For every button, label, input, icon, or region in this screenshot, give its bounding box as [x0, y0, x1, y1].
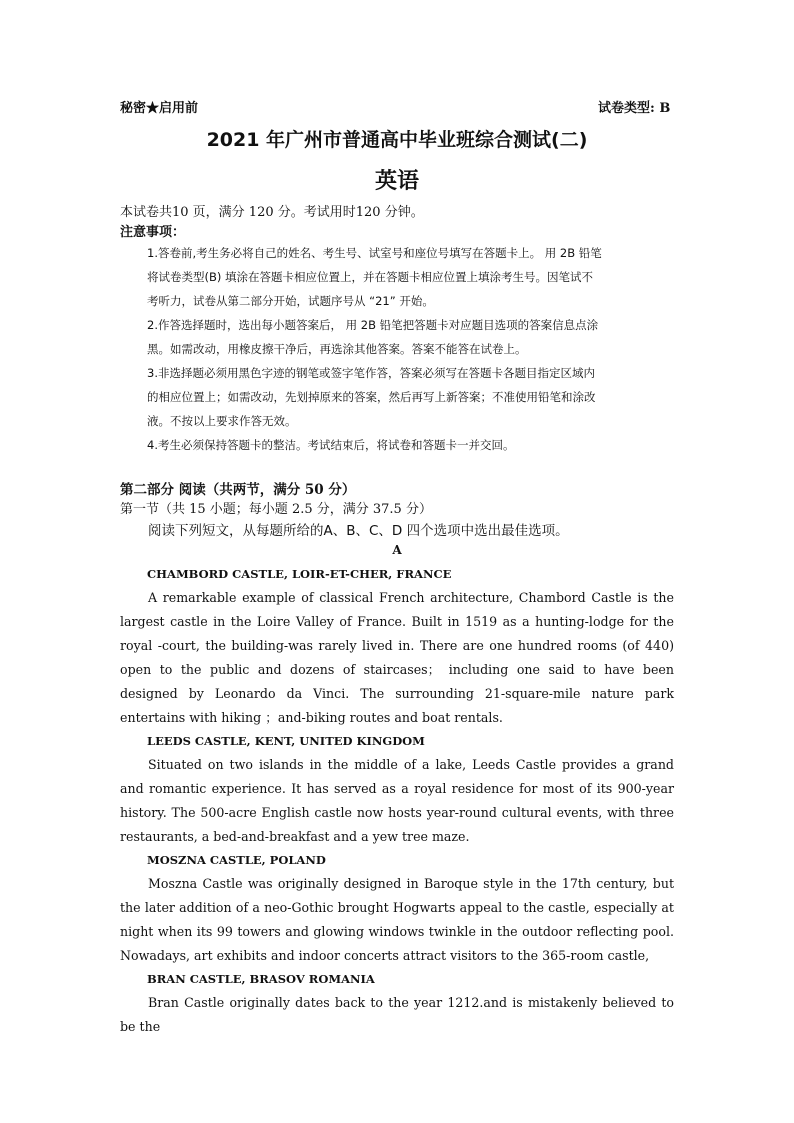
castle-paragraph: Moszna Castle was originally designed in Baroque style in the 17th century, but the later addition of a neo-Gothic brought Hogwarts appeal to the castle, especially at night when its 99 towers and glowing windows twinkle in the outdoor reflecting pool. Nowadays, art exhibits and indoor concerts attract visitors to the 365-room castle, — [120, 876, 674, 963]
castle-paragraph: Situated on two islands in the middle of a lake, Leeds Castle provides a grand and romantic experience. It has served as a royal residence for most of its 900-year history. The 500-acre English castle now hosts year-round cultural events, with three restaurants, a bed-and-breakfast and a yew tree maze. — [120, 757, 674, 844]
notice-line: 1.答卷前,考生务必将自己的姓名、考生号、试室号和座位号填写在答题卡上。 用 2B 铅笔 — [147, 246, 602, 260]
confidential-label: 秘密★启用前 — [120, 101, 199, 116]
subject-title: 英语 — [374, 169, 419, 194]
part-heading: 第二部分 阅读（共两节，满分 50 分） — [120, 482, 356, 498]
passage-label: A — [392, 543, 402, 557]
castle-heading: CHAMBORD CASTLE, LOIR-ET-CHER, FRANCE — [147, 567, 452, 581]
notice-line: 考听力，试卷从第二部分开始，试题序号从 “21” 开始。 — [147, 294, 434, 308]
castle-heading: LEEDS CASTLE, KENT, UNITED KINGDOM — [147, 734, 425, 748]
notice-line: 液。不按以上要求作答无效。 — [147, 414, 297, 428]
notice-line: 4.考生必须保持答题卡的整洁。考试结束后，将试卷和答题卡一并交回。 — [147, 438, 515, 452]
castle-heading: MOSZNA CASTLE, POLAND — [147, 853, 326, 867]
page-title: 2021 年广州市普通高中毕业班综合测试(二) — [206, 129, 588, 151]
notice-line: 将试卷类型(B) 填涂在答题卡相应位置上，并在答题卡相应位置上填涂考生号。因笔试不 — [147, 270, 594, 284]
castle-heading: BRAN CASTLE, BRASOV ROMANIA — [147, 972, 375, 986]
notice-line: 2.作答选择题时，选出每小题答案后， 用 2B 铅笔把答题卡对应题目选项的答案信息点涂 — [147, 318, 599, 332]
castle-paragraph: A remarkable example of classical French architecture, Chambord Castle is the largest castle in the Loire Valley of France. Built in 1519 as a hunting-lodge for the royal -court, the building-was rarely lived in. There are one hundred rooms (of 440) open to the public and dozens of staircases； including one said to have been designed by Leonardo da Vinci. The surrounding 21-square-mile nature park entertains with hiking ；and-biking routes and boat rentals. — [120, 590, 674, 725]
notice-heading: 注意事项： — [120, 225, 186, 240]
exam-intro: 本试卷共10 页，满分 120 分。考试用时120 分钟。 — [120, 205, 424, 220]
notice-line: 3.非选择题必须用黑色字迹的钢笔或签字笔作答，答案必须写在答题卡各题目指定区域内 — [147, 366, 595, 380]
castle-paragraph: Bran Castle originally dates back to the year 1212.and is mistakenly believed to be the — [120, 995, 674, 1034]
reading-instruction: 阅读下列短文，从每题所给的A、B、C、D 四个选项中选出最佳选项。 — [148, 523, 569, 539]
section-heading: 第一节（共 15 小题；每小题 2.5 分，满分 37.5 分） — [120, 502, 432, 517]
notice-line: 黑。如需改动，用橡皮擦干净后，再选涂其他答案。答案不能答在试卷上。 — [147, 342, 527, 356]
paper-type-label: 试卷类型: B — [598, 101, 671, 116]
notice-line: 的相应位置上；如需改动，先划掉原来的答案，然后再写上新答案；不准使用铅笔和涂改 — [147, 390, 596, 404]
